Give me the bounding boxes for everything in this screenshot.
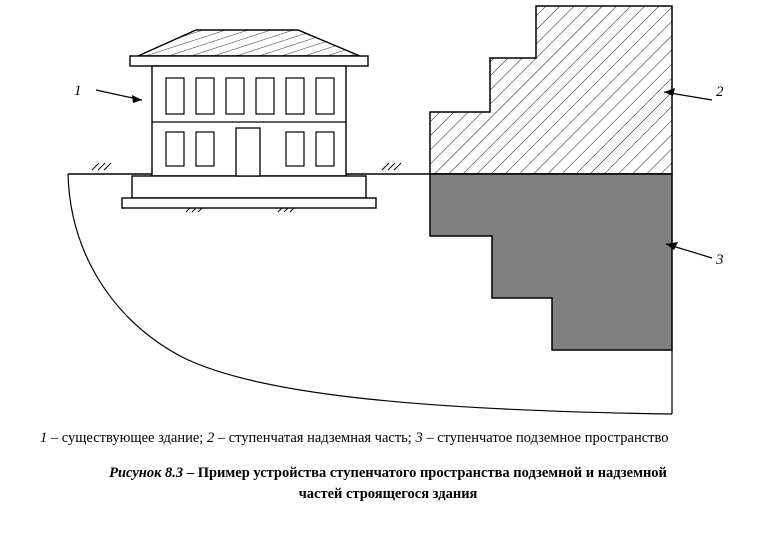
stepped-above-ground-part [430, 6, 672, 174]
figure-title [0, 463, 776, 505]
legend-num-1: 1 [40, 430, 48, 446]
figure-title-text: Пример устройства ступенчатого пространства подземной и надземной частей строящегося здания [197, 464, 667, 502]
stepped-underground-space [430, 174, 672, 350]
figure-legend [0, 428, 776, 449]
callout-3-label: 3 [716, 252, 724, 268]
figure-title-dash: – [183, 464, 198, 481]
existing-building [122, 30, 376, 208]
legend-text-3: – ступенчатое подземное пространство [422, 430, 669, 446]
legend-num-2: 2 [206, 430, 215, 446]
callout-2 [664, 84, 724, 100]
callout-1 [74, 83, 142, 103]
figure-number: Рисунок 8.3 [109, 464, 184, 481]
legend-num-3: 3 [415, 430, 423, 446]
figure-caption-block [0, 428, 776, 505]
callout-3 [666, 242, 724, 268]
callout-1-label: 1 [74, 83, 82, 99]
legend-text-1: – существующее здание; [47, 430, 207, 446]
callout-2-label: 2 [716, 84, 724, 100]
legend-text-2: – ступенчатая надземная часть; [214, 430, 416, 446]
